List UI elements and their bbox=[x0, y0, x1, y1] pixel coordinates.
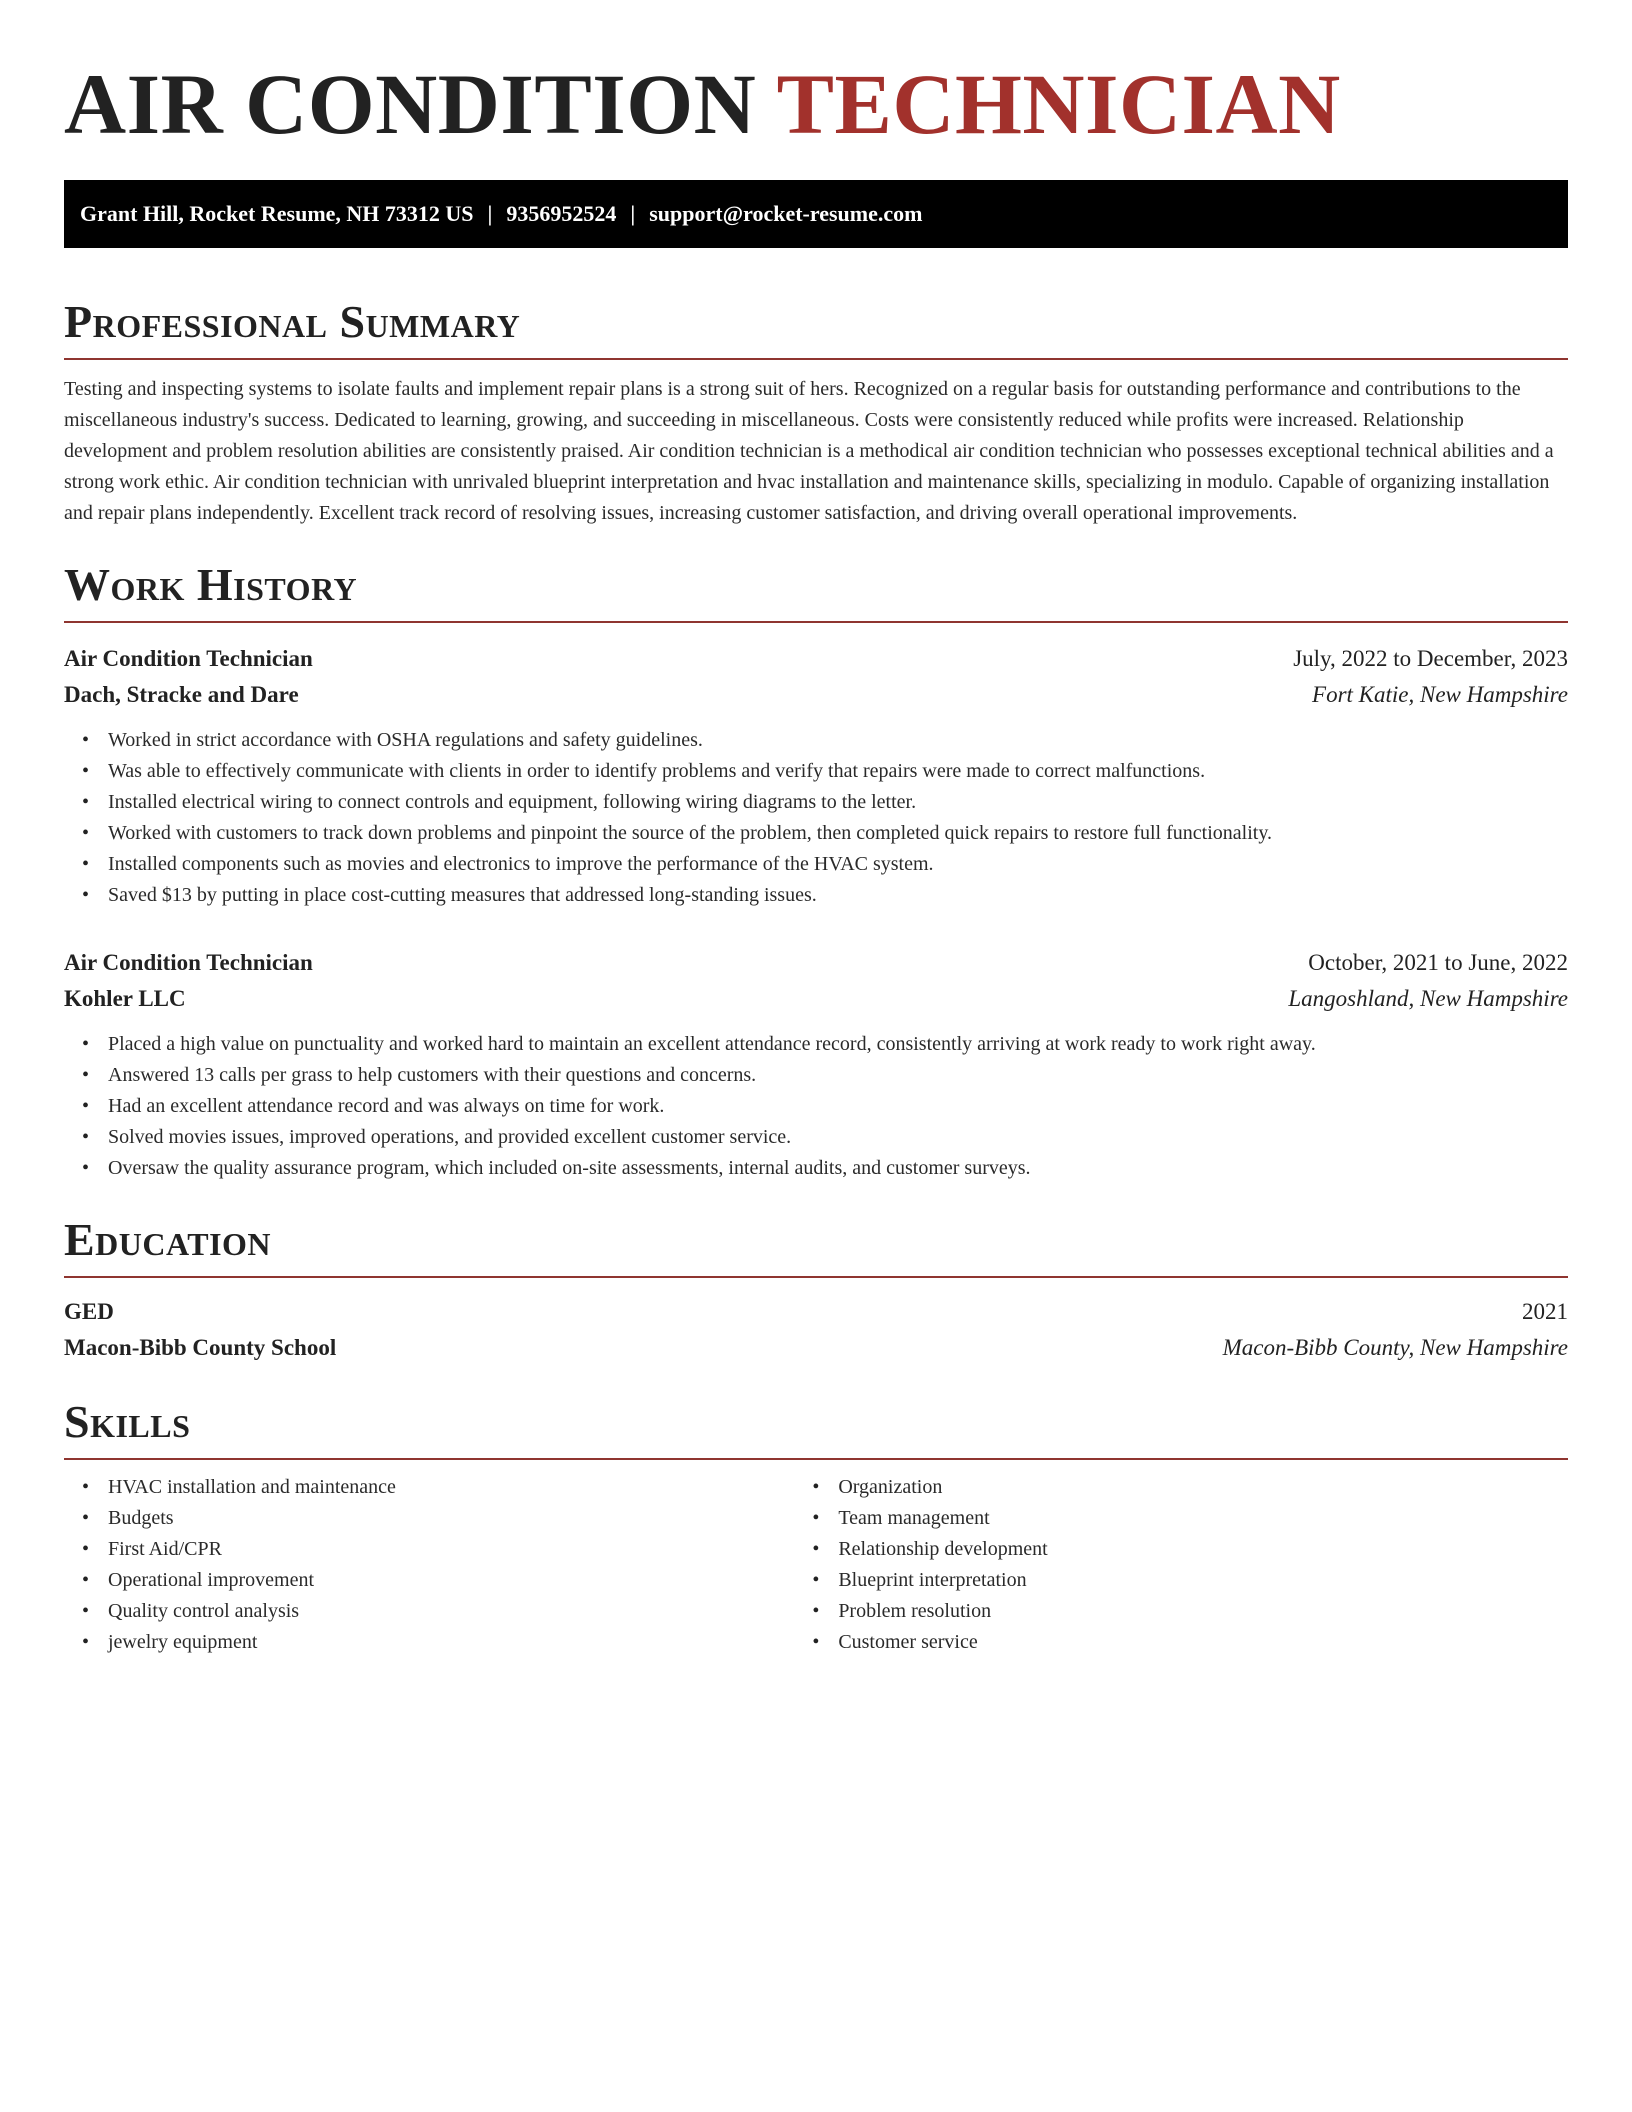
job-company-row bbox=[64, 677, 1568, 713]
education-school-row bbox=[64, 1330, 1568, 1366]
section-divider bbox=[64, 358, 1568, 360]
skill-item: • Blueprint interpretation bbox=[838, 1565, 1568, 1596]
job-entry bbox=[64, 641, 1568, 911]
education-year: 2021 bbox=[1522, 1299, 1568, 1324]
job-bullet-list bbox=[64, 725, 1568, 911]
job-header-row bbox=[64, 641, 1568, 677]
job-entry bbox=[64, 945, 1568, 1184]
job-location: Fort Katie, New Hampshire bbox=[1312, 682, 1568, 707]
skill-item: • Quality control analysis bbox=[108, 1596, 794, 1627]
resume-title bbox=[64, 0, 1568, 152]
summary-text: Testing and inspecting systems to isolate faults and implement repair plans is a strong suit of hers. Recognized on a regular basis for outstanding performance and contributions to the miscellaneous industry's success. Dedicated to learning, growing, and succeeding in miscellaneous. Costs were consistently reduced while profits were increased. Relationship development and problem resolution abilities are consistently praised. Air condition technician is a methodical air condition technician who possesses exceptional technical abilities and a strong work ethic. Air condition technician with unrivaled blueprint interpretation and hvac installation and maintenance skills, specializing in modulo. Capable of organizing installation and repair plans independently. Excellent track record of resolving issues, increasing customer satisfaction, and driving overall operational improvements. bbox=[64, 378, 1554, 524]
title-accent-part: TECHNICIAN bbox=[776, 56, 1341, 152]
job-bullet: • Worked in strict accordance with OSHA regulations and safety guidelines. bbox=[108, 725, 1568, 756]
contact-separator: | bbox=[630, 201, 636, 226]
job-bullet: • Had an excellent attendance record and was always on time for work. bbox=[108, 1091, 1568, 1122]
section-divider bbox=[64, 621, 1568, 623]
job-position: Air Condition Technician bbox=[64, 646, 313, 671]
skill-item: • First Aid/CPR bbox=[108, 1534, 794, 1565]
contact-phone: 9356952524 bbox=[506, 201, 617, 226]
job-bullet: • Solved movies issues, improved operations, and provided excellent customer service. bbox=[108, 1122, 1568, 1153]
job-bullet: • Installed components such as movies and electronics to improve the performance of the HVAC system. bbox=[108, 849, 1568, 880]
job-bullet: • Oversaw the quality assurance program, which included on-site assessments, internal audits, and customer surveys. bbox=[108, 1153, 1568, 1184]
job-company-row bbox=[64, 981, 1568, 1017]
job-bullet: • Was able to effectively communicate with clients in order to identify problems and verify that repairs were made to correct malfunctions. bbox=[108, 756, 1568, 787]
education-header-row bbox=[64, 1294, 1568, 1330]
contact-separator: | bbox=[487, 201, 493, 226]
summary-heading: Professional Summary bbox=[64, 296, 521, 347]
job-location: Langoshland, New Hampshire bbox=[1288, 986, 1568, 1011]
skill-item: • Problem resolution bbox=[838, 1596, 1568, 1627]
skill-item: • jewelry equipment bbox=[108, 1627, 794, 1658]
skills-list-left bbox=[64, 1472, 794, 1658]
resume-page bbox=[64, 0, 1568, 1658]
job-bullet: • Saved $13 by putting in place cost-cutting measures that addressed long-standing issues. bbox=[108, 880, 1568, 911]
skill-item: • HVAC installation and maintenance bbox=[108, 1472, 794, 1503]
job-bullet: • Placed a high value on punctuality and worked hard to maintain an excellent attendance record, consistently arriving at work ready to work right away. bbox=[108, 1029, 1568, 1060]
skill-item: • Organization bbox=[838, 1472, 1568, 1503]
skill-item: • Relationship development bbox=[838, 1534, 1568, 1565]
skills-heading: Skills bbox=[64, 1396, 191, 1447]
section-divider bbox=[64, 1276, 1568, 1278]
contact-address: Grant Hill, Rocket Resume, NH 73312 US bbox=[80, 201, 474, 226]
contact-bar bbox=[64, 180, 1568, 248]
job-bullet: • Installed electrical wiring to connect controls and equipment, following wiring diagrams to the letter. bbox=[108, 787, 1568, 818]
education-heading: Education bbox=[64, 1214, 272, 1265]
job-dates: October, 2021 to June, 2022 bbox=[1308, 950, 1568, 975]
education-school: Macon-Bibb County School bbox=[64, 1335, 337, 1360]
job-company: Kohler LLC bbox=[64, 986, 186, 1011]
job-bullet: • Worked with customers to track down problems and pinpoint the source of the problem, then completed quick repairs to restore full functionality. bbox=[108, 818, 1568, 849]
job-header-row bbox=[64, 945, 1568, 981]
job-bullet-list bbox=[64, 1029, 1568, 1184]
skills-list-right bbox=[794, 1472, 1568, 1658]
section-divider bbox=[64, 1458, 1568, 1460]
skill-item: • Team management bbox=[838, 1503, 1568, 1534]
job-company: Dach, Stracke and Dare bbox=[64, 682, 299, 707]
skill-item: • Operational improvement bbox=[108, 1565, 794, 1596]
education-degree: GED bbox=[64, 1299, 114, 1324]
skill-item: • Customer service bbox=[838, 1627, 1568, 1658]
education-location: Macon-Bibb County, New Hampshire bbox=[1222, 1335, 1568, 1360]
contact-email: support@rocket-resume.com bbox=[649, 201, 923, 226]
job-bullet: • Answered 13 calls per grass to help customers with their questions and concerns. bbox=[108, 1060, 1568, 1091]
job-dates: July, 2022 to December, 2023 bbox=[1293, 646, 1568, 671]
title-first-part: AIR CONDITION bbox=[64, 56, 757, 152]
skill-item: • Budgets bbox=[108, 1503, 794, 1534]
skills-columns bbox=[64, 1472, 1568, 1658]
work-history-heading: Work History bbox=[64, 559, 358, 610]
job-position: Air Condition Technician bbox=[64, 950, 313, 975]
education-entry bbox=[64, 1294, 1568, 1366]
